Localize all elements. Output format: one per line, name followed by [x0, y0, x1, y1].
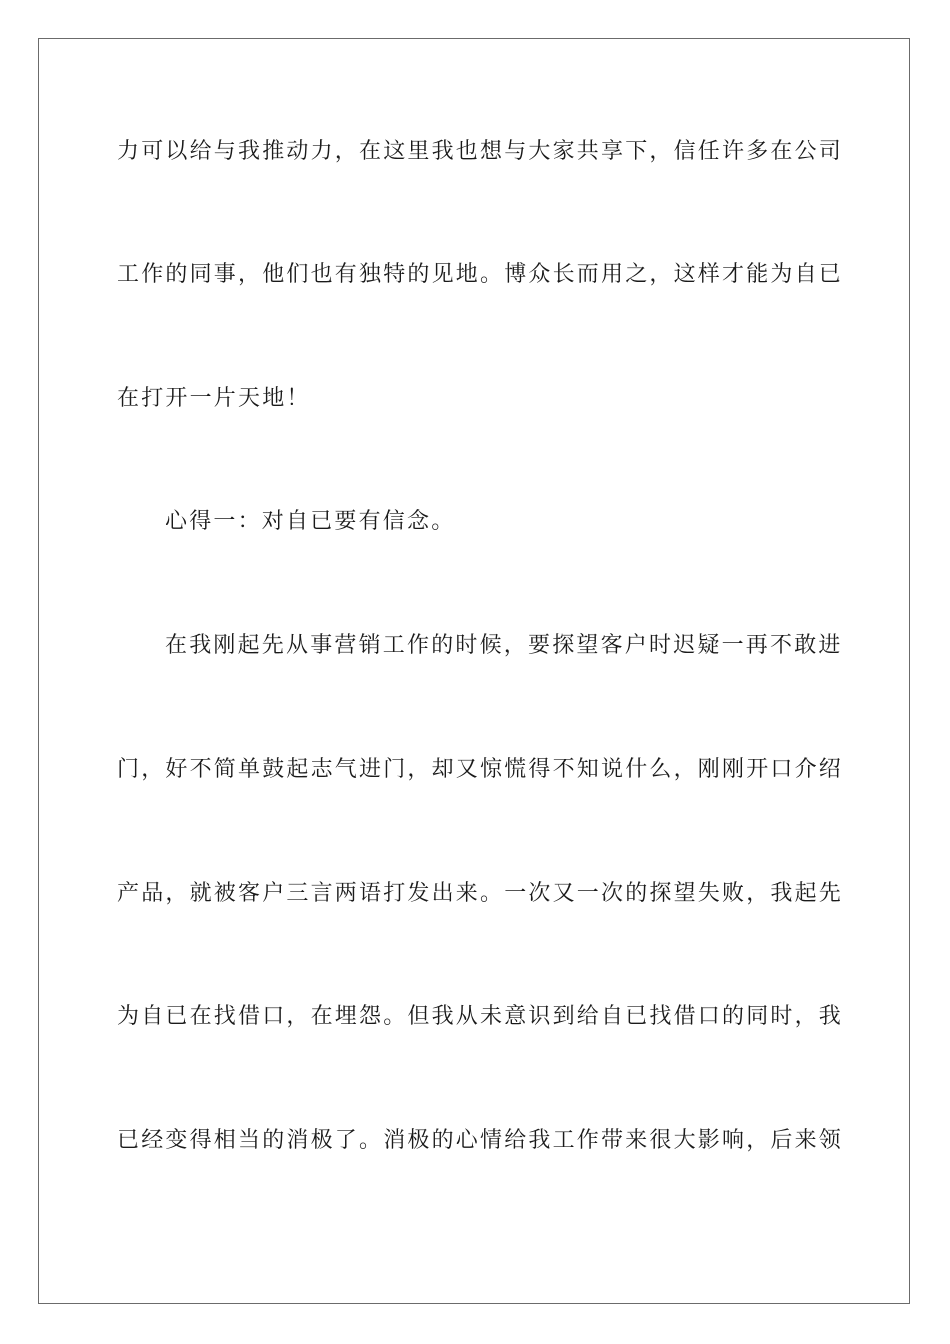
body-text-line: 产品，就被客户三言两语打发出来。一次又一次的探望失败，我起先 [117, 881, 844, 906]
section-heading: 心得一：对自已要有信念。 [165, 509, 456, 534]
paragraph-first-line: 在我刚起先从事营销工作的时候，要探望客户时迟疑一再不敢进 [165, 633, 843, 658]
body-text-line: 门，好不简单鼓起志气进门，却又惊慌得不知说什么，刚刚开口介绍 [117, 757, 844, 782]
body-text-line: 为自已在找借口，在埋怨。但我从未意识到给自已找借口的同时，我 [117, 1004, 844, 1029]
body-text-line: 已经变得相当的消极了。消极的心情给我工作带来很大影响，后来领 [117, 1128, 844, 1153]
body-text-line: 力可以给与我推动力，在这里我也想与大家共享下，信任许多在公司 [117, 139, 844, 164]
body-text-line: 在打开一片天地！ [117, 386, 311, 411]
page-frame [38, 38, 910, 1304]
body-text-line: 工作的同事，他们也有独特的见地。博众长而用之，这样才能为自已 [117, 262, 844, 287]
